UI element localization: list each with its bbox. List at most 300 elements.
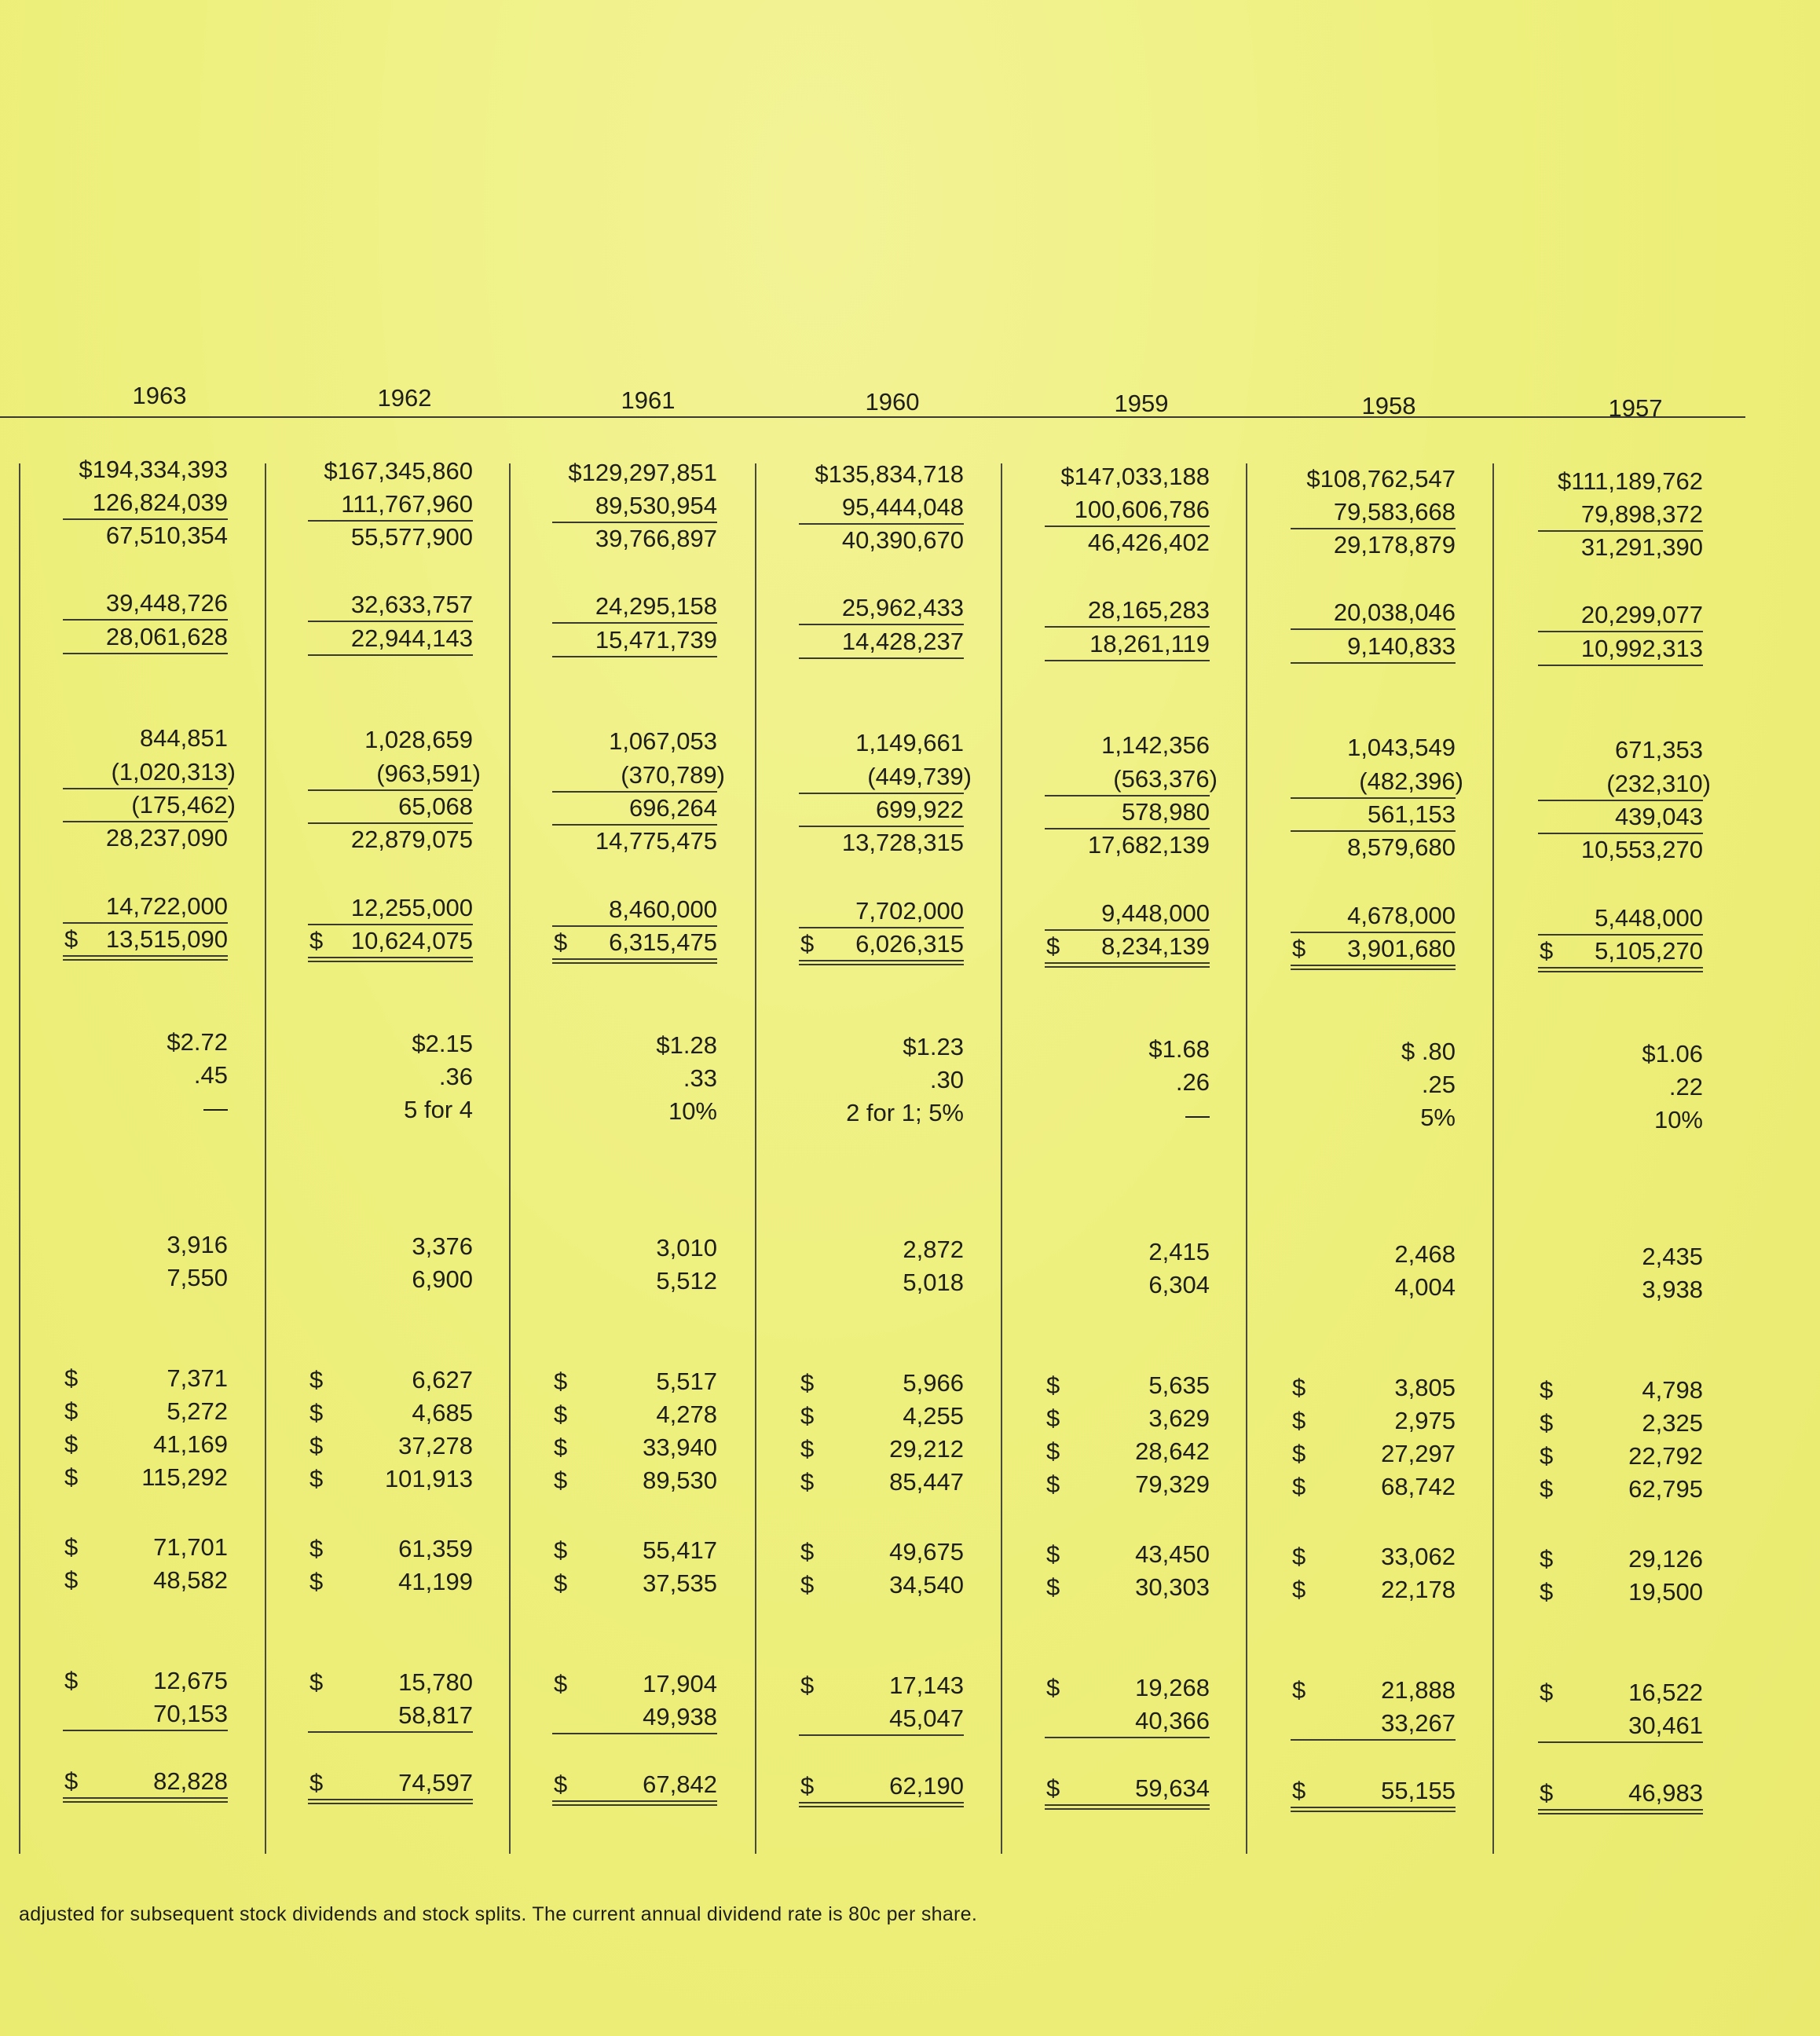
table-cell (799, 1467, 964, 1498)
cell-value: 5% (1420, 1104, 1456, 1131)
year-header-1961: 1961 (621, 386, 676, 414)
table-cell (1291, 1069, 1456, 1100)
table-cell (63, 1060, 228, 1091)
table-cell (552, 1265, 717, 1297)
dollar-sign: $ (800, 1402, 815, 1430)
table-cell (1045, 1572, 1210, 1603)
table-cell (1538, 1576, 1703, 1608)
table-cell (552, 1432, 717, 1463)
cell-value: 126,824,039 (92, 489, 228, 516)
table-cell (308, 1061, 473, 1093)
cell-value: 2,415 (1148, 1238, 1210, 1265)
cell-value: 101,913 (384, 1465, 473, 1492)
cell-value: 40,390,670 (841, 526, 964, 554)
table-cell (799, 1097, 964, 1129)
cell-value: 5,105,270 (1595, 937, 1703, 965)
cell-value: 28,165,283 (1087, 596, 1210, 624)
table-cell (1291, 1102, 1456, 1133)
cell-value: (232,310) (1606, 770, 1711, 797)
table-cell (1538, 936, 1703, 967)
cell-value: 55,577,900 (350, 523, 473, 551)
cell-value: 4,685 (412, 1399, 473, 1426)
cell-value: 67,510,354 (105, 522, 228, 549)
table-cell (1291, 1775, 1456, 1807)
cell-value: $1.23 (903, 1033, 964, 1060)
table-cell (308, 824, 473, 855)
cell-value: $129,297,851 (568, 459, 717, 486)
table-cell (1291, 900, 1456, 933)
cell-value: 14,428,237 (841, 628, 964, 655)
table-cell (63, 1766, 228, 1797)
table-cell (63, 487, 228, 520)
cell-value: 70,153 (153, 1700, 228, 1727)
table-cell (308, 1397, 473, 1429)
column-divider (265, 463, 266, 1854)
table-cell (1291, 496, 1456, 529)
cell-value: 7,371 (167, 1364, 228, 1392)
table-cell (552, 457, 717, 489)
table-cell (552, 1096, 717, 1127)
dollar-sign: $ (1540, 1376, 1554, 1404)
table-cell (1045, 1067, 1210, 1098)
cell-value: 28,061,628 (105, 623, 228, 650)
cell-value: 14,722,000 (105, 892, 228, 920)
dollar-sign: $ (554, 1771, 568, 1798)
cell-value: 100,606,786 (1074, 496, 1210, 523)
cell-value: $1.68 (1148, 1035, 1210, 1063)
table-cell (63, 454, 228, 485)
year-header-1963: 1963 (132, 382, 187, 409)
table-cell (552, 1535, 717, 1566)
cell-value: 19,500 (1628, 1578, 1703, 1606)
table-cell (1538, 1375, 1703, 1406)
dollar-sign: $ (800, 930, 815, 958)
cell-value: 58,817 (398, 1701, 473, 1729)
cell-value: 8,579,680 (1347, 833, 1456, 861)
dollar-sign: $ (1292, 1473, 1306, 1500)
cell-value: 2,975 (1394, 1407, 1456, 1434)
cell-value: $111,189,762 (1557, 467, 1703, 495)
cell-value: 22,792 (1628, 1442, 1703, 1470)
cell-value: 12,255,000 (350, 894, 473, 921)
dollar-sign: $ (1046, 1404, 1060, 1432)
column-divider (1246, 463, 1247, 1854)
table-cell (308, 1533, 473, 1565)
dollar-sign: $ (309, 1568, 324, 1595)
dollar-sign: $ (1292, 1676, 1306, 1704)
table-cell (552, 1232, 717, 1264)
dollar-sign: $ (1540, 1545, 1554, 1573)
cell-value: 37,535 (643, 1569, 717, 1597)
dollar-sign: $ (554, 928, 568, 956)
table-cell (308, 522, 473, 553)
footnote: adjusted for subsequent stock dividends and stock splits. The current annual dividend rate is 80c per share. (19, 1903, 978, 1925)
dollar-sign: $ (1292, 1777, 1306, 1804)
dollar-sign: $ (1292, 1374, 1306, 1401)
cell-value: 10,553,270 (1580, 836, 1703, 863)
cell-value: 5,272 (167, 1397, 228, 1425)
dollar-sign: $ (1046, 1774, 1060, 1802)
cell-value: 40,366 (1135, 1707, 1210, 1734)
table-cell (63, 588, 228, 621)
dollar-sign: $ (64, 1566, 79, 1594)
table-cell (63, 621, 228, 654)
cell-value: 33,940 (643, 1434, 717, 1461)
cell-value: (370,789) (621, 761, 725, 789)
cell-value: 74,597 (398, 1769, 473, 1796)
cell-value: 3,629 (1148, 1404, 1210, 1432)
cell-value: 671,353 (1614, 736, 1703, 764)
cell-value: 5,512 (656, 1267, 717, 1294)
cell-value: 14,775,475 (595, 827, 717, 855)
table-cell (1538, 1543, 1703, 1575)
table-cell (1045, 1236, 1210, 1268)
table-cell (552, 760, 725, 793)
dollar-sign: $ (64, 1667, 79, 1694)
table-cell (1045, 1705, 1210, 1738)
dollar-sign: $ (309, 1465, 324, 1492)
dollar-sign: $ (554, 1536, 568, 1564)
table-cell (1538, 1038, 1703, 1070)
table-cell (1538, 1441, 1703, 1472)
dollar-sign: $ (64, 925, 79, 953)
table-cell (1045, 829, 1210, 861)
column-divider (1001, 463, 1002, 1854)
cell-value: (449,739) (867, 763, 972, 790)
table-cell (63, 1532, 228, 1563)
dollar-sign: $ (1292, 1407, 1306, 1434)
table-cell (799, 1569, 964, 1601)
table-cell (1045, 898, 1210, 931)
cell-value: 5,448,000 (1595, 904, 1703, 932)
cell-value: .25 (1421, 1071, 1456, 1098)
table-cell (308, 623, 473, 656)
year-header-1959: 1959 (1114, 390, 1169, 417)
cell-value: 3,916 (167, 1231, 228, 1258)
cell-value: 7,702,000 (855, 897, 964, 925)
cell-value: 17,682,139 (1087, 831, 1210, 859)
table-cell (63, 756, 236, 789)
cell-value: 22,944,143 (350, 624, 473, 652)
cell-value: 41,199 (398, 1568, 473, 1595)
dollar-sign: $ (1046, 1573, 1060, 1601)
table-cell (63, 520, 228, 551)
cell-value: .45 (193, 1061, 228, 1089)
table-cell (308, 1463, 473, 1495)
cell-value: 5,517 (656, 1368, 717, 1395)
table-cell (1291, 1574, 1456, 1606)
cell-value: 33,267 (1381, 1709, 1456, 1737)
cell-value: 22,178 (1381, 1576, 1456, 1603)
cell-value: 28,642 (1135, 1437, 1210, 1465)
table-cell (1291, 799, 1456, 832)
cell-value: 1,028,659 (364, 726, 473, 753)
cell-value: 24,295,158 (595, 592, 717, 620)
table-cell (799, 794, 964, 827)
table-cell (1538, 1241, 1703, 1272)
table-cell (552, 826, 717, 857)
table-cell (799, 492, 964, 525)
table-cell (1538, 903, 1703, 936)
table-cell (1045, 1773, 1210, 1804)
table-cell (1291, 1438, 1456, 1470)
cell-value: — (203, 1094, 228, 1122)
table-cell (1045, 461, 1210, 493)
cell-value: 27,297 (1381, 1440, 1456, 1467)
table-cell (308, 925, 473, 957)
table-cell (1291, 832, 1456, 863)
cell-value: 79,329 (1135, 1470, 1210, 1498)
cell-value: 39,766,897 (595, 525, 717, 552)
table-cell (63, 1396, 228, 1427)
cell-value: 561,153 (1367, 800, 1456, 828)
cell-value: 2,872 (903, 1236, 964, 1263)
table-cell (552, 591, 717, 624)
table-cell (308, 1667, 473, 1698)
cell-value: 49,675 (889, 1538, 964, 1565)
cell-value: 6,627 (412, 1366, 473, 1393)
cell-value: 5,018 (903, 1269, 964, 1296)
table-cell (308, 1231, 473, 1262)
cell-value: .22 (1668, 1073, 1703, 1100)
table-cell (799, 1064, 964, 1096)
cell-value: 37,278 (398, 1432, 473, 1459)
table-cell (308, 1767, 473, 1799)
cell-value: 4,678,000 (1347, 902, 1456, 929)
cell-value: 2 for 1; 5% (846, 1099, 964, 1126)
cell-value: 9,140,833 (1347, 632, 1456, 660)
cell-value: $ .80 (1401, 1038, 1456, 1065)
table-cell (63, 1565, 228, 1596)
cell-value: 15,780 (398, 1668, 473, 1696)
table-cell (552, 1769, 717, 1800)
cell-value: 89,530,954 (595, 492, 717, 519)
cell-value: — (1185, 1101, 1210, 1129)
cell-value: 85,447 (889, 1468, 964, 1496)
cell-value: 29,212 (889, 1435, 964, 1463)
cell-value: 62,795 (1628, 1475, 1703, 1503)
table-cell (552, 1366, 717, 1397)
cell-value: 4,798 (1642, 1376, 1703, 1404)
table-cell (1291, 1272, 1456, 1303)
cell-value: 82,828 (153, 1767, 228, 1795)
table-cell (1538, 1474, 1703, 1505)
cell-value: 20,038,046 (1333, 599, 1456, 626)
dollar-sign: $ (309, 1399, 324, 1426)
table-cell (63, 891, 228, 924)
cell-value: 3,938 (1642, 1276, 1703, 1303)
cell-value: 45,047 (889, 1705, 964, 1732)
column-divider (1492, 463, 1494, 1854)
table-cell (308, 1264, 473, 1295)
cell-value: (175,462) (131, 791, 236, 818)
cell-value: 844,851 (139, 724, 228, 752)
cell-value: 46,983 (1628, 1779, 1703, 1807)
dollar-sign: $ (64, 1364, 79, 1392)
cell-value: (563,376) (1113, 765, 1218, 793)
cell-value: 30,461 (1628, 1712, 1703, 1739)
table-cell (1045, 628, 1210, 661)
cell-value: .33 (683, 1064, 717, 1092)
dollar-sign: $ (1540, 937, 1554, 965)
table-cell (1291, 1036, 1456, 1067)
table-cell (552, 1465, 717, 1496)
dollar-sign: $ (309, 927, 324, 954)
dollar-sign: $ (1046, 1540, 1060, 1568)
table-cell (552, 1399, 717, 1430)
cell-value: 3,010 (656, 1234, 717, 1262)
dollar-sign: $ (64, 1463, 79, 1491)
cell-value: 5,635 (1148, 1371, 1210, 1399)
table-cell (799, 525, 964, 556)
table-cell (552, 726, 717, 757)
table-cell (1538, 1274, 1703, 1305)
cell-value: 25,962,433 (841, 594, 964, 621)
dollar-sign: $ (800, 1369, 815, 1397)
dollar-sign: $ (800, 1468, 815, 1496)
year-header-1958: 1958 (1361, 392, 1416, 419)
cell-value: 12,675 (153, 1667, 228, 1694)
cell-value: 79,898,372 (1580, 500, 1703, 528)
table-cell (63, 924, 228, 955)
cell-value: 41,169 (153, 1430, 228, 1458)
cell-value: 9,448,000 (1101, 899, 1210, 927)
column-divider (509, 463, 511, 1854)
table-cell (1045, 1269, 1210, 1301)
cell-value: 8,460,000 (609, 895, 717, 923)
table-cell (799, 928, 964, 960)
dollar-sign: $ (554, 1401, 568, 1428)
cell-value: 33,062 (1381, 1543, 1456, 1570)
table-cell (308, 489, 473, 522)
table-cell (799, 761, 972, 794)
table-cell (1045, 1672, 1210, 1704)
cell-value: 5,966 (903, 1369, 964, 1397)
table-cell (63, 1462, 228, 1493)
table-cell (1538, 499, 1703, 532)
dollar-sign: $ (309, 1668, 324, 1696)
cell-value: .26 (1175, 1068, 1210, 1096)
cell-value: 6,900 (412, 1265, 473, 1293)
table-cell (308, 1028, 473, 1060)
table-cell (552, 793, 717, 826)
header-rule (0, 416, 1745, 418)
cell-value: 15,471,739 (595, 626, 717, 654)
cell-value: 65,068 (398, 793, 473, 820)
table-cell (1045, 1539, 1210, 1570)
cell-value: 39,448,726 (105, 589, 228, 617)
table-cell (1538, 1710, 1703, 1743)
table-cell (799, 1434, 964, 1465)
cell-value: 22,879,075 (350, 826, 473, 853)
table-cell (1045, 1403, 1210, 1434)
dollar-sign: $ (1292, 1576, 1306, 1603)
dollar-sign: $ (64, 1533, 79, 1561)
table-cell (552, 1030, 717, 1061)
table-cell (63, 1027, 228, 1058)
cell-value: $1.06 (1642, 1040, 1703, 1067)
dollar-sign: $ (64, 1767, 79, 1795)
cell-value: 1,149,661 (855, 729, 964, 756)
cell-value: 5 for 4 (404, 1096, 473, 1123)
table-cell (1045, 764, 1218, 796)
cell-value: 10% (668, 1097, 717, 1125)
dollar-sign: $ (64, 1430, 79, 1458)
cell-value: 13,728,315 (841, 829, 964, 856)
table-cell (552, 490, 717, 523)
cell-value: 6,304 (1148, 1271, 1210, 1298)
cell-value: 115,292 (141, 1463, 228, 1491)
table-cell (799, 1771, 964, 1802)
table-cell (1045, 730, 1210, 761)
table-cell (552, 1701, 717, 1734)
cell-value: $2.15 (412, 1030, 473, 1057)
table-cell (1291, 1541, 1456, 1573)
table-cell (799, 1401, 964, 1432)
dollar-sign: $ (1046, 1674, 1060, 1701)
table-cell (1291, 1675, 1456, 1706)
table-cell (552, 894, 717, 927)
cell-value: $167,345,860 (324, 457, 473, 485)
cell-value: 696,264 (628, 794, 717, 822)
dollar-sign: $ (1292, 1440, 1306, 1467)
cell-value: 1,142,356 (1101, 731, 1210, 759)
table-cell (1045, 494, 1210, 527)
cell-value: 3,805 (1394, 1374, 1456, 1401)
table-cell (1291, 631, 1456, 664)
table-cell (1045, 1100, 1210, 1131)
dollar-sign: $ (800, 1435, 815, 1463)
table-cell (552, 1063, 717, 1094)
column-divider (755, 463, 756, 1854)
cell-value: 95,444,048 (841, 493, 964, 521)
table-cell (1045, 527, 1210, 558)
cell-value: 46,426,402 (1087, 529, 1210, 556)
table-cell (552, 1568, 717, 1599)
table-cell (799, 626, 964, 659)
column-divider (19, 463, 20, 1854)
dollar-sign: $ (1046, 1437, 1060, 1465)
table-cell (1045, 595, 1210, 628)
dollar-sign: $ (1540, 1409, 1554, 1437)
dollar-sign: $ (800, 1772, 815, 1800)
dollar-sign: $ (1292, 935, 1306, 962)
table-cell (308, 1430, 473, 1462)
table-cell (1291, 1405, 1456, 1437)
cell-value: $194,334,393 (79, 456, 228, 483)
table-cell (799, 727, 964, 759)
dollar-sign: $ (1540, 1442, 1554, 1470)
cell-value: 48,582 (153, 1566, 228, 1594)
cell-value: 6,315,475 (609, 928, 717, 956)
table-cell (1291, 597, 1456, 630)
cell-value: 32,633,757 (350, 591, 473, 618)
table-cell (308, 892, 473, 925)
table-cell (1538, 768, 1711, 801)
table-cell (308, 791, 473, 824)
cell-value: 19,268 (1135, 1674, 1210, 1701)
table-cell (1291, 1239, 1456, 1270)
dollar-sign: $ (309, 1366, 324, 1393)
dollar-sign: $ (554, 1368, 568, 1395)
cell-value: 3,376 (412, 1232, 473, 1260)
cell-value: 28,237,090 (105, 824, 228, 851)
table-cell (308, 758, 481, 791)
cell-value: 18,261,119 (1089, 630, 1210, 657)
cell-value: 43,450 (1135, 1540, 1210, 1568)
cell-value: 2,325 (1642, 1409, 1703, 1437)
cell-value: 55,417 (643, 1536, 717, 1564)
